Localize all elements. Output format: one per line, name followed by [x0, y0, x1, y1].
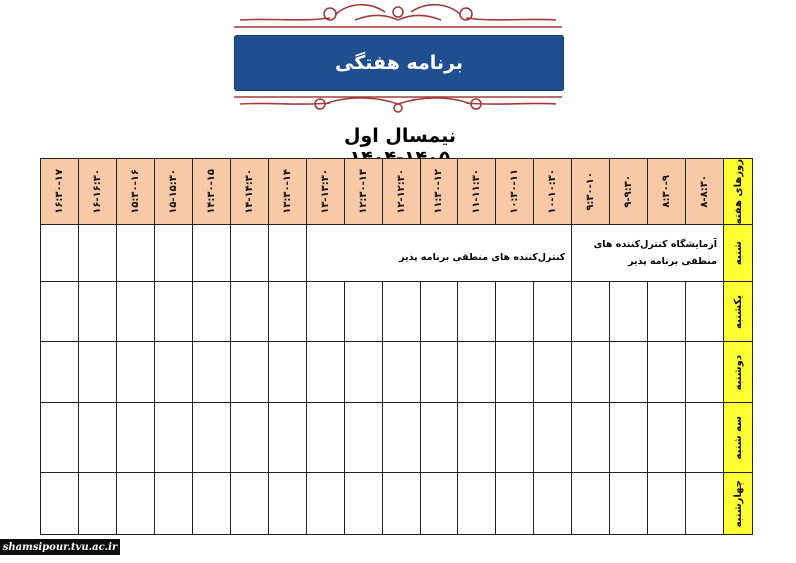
empty-slot-cell[interactable] [268, 403, 306, 473]
weekly-schedule-table [40, 158, 753, 535]
empty-slot-cell[interactable] [534, 473, 572, 535]
empty-slot-cell[interactable] [306, 473, 344, 535]
empty-slot-cell[interactable] [610, 282, 648, 342]
time-slot-label: ۱۶:۳۰-۱۷ [54, 169, 66, 215]
empty-slot-cell[interactable] [117, 473, 155, 535]
empty-slot-cell[interactable] [117, 403, 155, 473]
empty-slot-cell[interactable] [648, 342, 686, 403]
empty-slot-cell[interactable] [382, 282, 420, 342]
empty-slot-cell[interactable] [230, 403, 268, 473]
page-title: برنامه هفتگی [335, 52, 463, 74]
empty-slot-cell[interactable] [306, 342, 344, 403]
title-banner [234, 35, 564, 91]
empty-slot-cell[interactable] [268, 342, 306, 403]
day-label-cell [724, 282, 753, 342]
empty-slot-cell[interactable] [458, 282, 496, 342]
empty-slot-cell[interactable] [534, 342, 572, 403]
empty-slot-cell[interactable] [41, 473, 79, 535]
empty-slot-cell[interactable] [610, 403, 648, 473]
time-slot-header [192, 159, 230, 225]
empty-slot-cell[interactable] [344, 473, 382, 535]
empty-slot-cell[interactable] [306, 403, 344, 473]
watermark-text: shamsipour.tvu.ac.ir [2, 541, 118, 553]
empty-slot-cell[interactable] [154, 403, 192, 473]
day-label-cell [724, 403, 753, 473]
time-slot-header [420, 159, 458, 225]
course-cell[interactable] [306, 225, 572, 282]
empty-slot-cell[interactable] [648, 403, 686, 473]
time-slot-header [268, 159, 306, 225]
time-slot-header [686, 159, 724, 225]
empty-slot-cell[interactable] [382, 473, 420, 535]
empty-slot-cell[interactable] [41, 403, 79, 473]
empty-slot-cell[interactable] [79, 403, 117, 473]
empty-slot-cell[interactable] [268, 473, 306, 535]
time-slot-header [154, 159, 192, 225]
days-column-header [724, 159, 753, 225]
empty-slot-cell[interactable] [154, 282, 192, 342]
empty-slot-cell[interactable] [686, 403, 724, 473]
time-slot-label: ۱۶-۱۶:۳۰ [92, 169, 104, 215]
course-title: کنترل‌کننده های منطقی برنامه پذیر [399, 251, 566, 263]
empty-slot-cell[interactable] [686, 342, 724, 403]
empty-slot-cell[interactable] [420, 282, 458, 342]
course-cell[interactable] [572, 225, 724, 282]
empty-slot-cell[interactable] [154, 342, 192, 403]
empty-slot-cell[interactable] [686, 473, 724, 535]
empty-slot-cell[interactable] [192, 282, 230, 342]
empty-slot-cell[interactable] [192, 225, 230, 282]
empty-slot-cell[interactable] [79, 282, 117, 342]
time-slot-header [230, 159, 268, 225]
time-slot-label: ۱۳-۱۳:۳۰ [319, 169, 331, 215]
day-row [41, 225, 753, 282]
time-slot-header [648, 159, 686, 225]
time-slot-label: ۹:۳۰-۱۰ [585, 172, 597, 211]
empty-slot-cell[interactable] [420, 342, 458, 403]
empty-slot-cell[interactable] [496, 342, 534, 403]
empty-slot-cell[interactable] [686, 282, 724, 342]
empty-slot-cell[interactable] [648, 282, 686, 342]
time-slot-header [496, 159, 534, 225]
course-title: آزمایشگاه کنترل‌کننده های منطقی برنامه پذیر [593, 239, 717, 268]
empty-slot-cell[interactable] [382, 403, 420, 473]
empty-slot-cell[interactable] [268, 225, 306, 282]
time-slot-header [306, 159, 344, 225]
day-row [41, 282, 753, 342]
time-slot-label: ۱۱:۳۰-۱۲ [433, 169, 445, 215]
day-row [41, 403, 753, 473]
empty-slot-cell[interactable] [496, 473, 534, 535]
empty-slot-cell[interactable] [154, 473, 192, 535]
empty-slot-cell[interactable] [79, 342, 117, 403]
time-slot-label: ۱۰-۱۰:۳۰ [547, 169, 559, 215]
days-column-label: روزهای هفته [732, 159, 744, 225]
time-slot-label: ۱۱-۱۱:۳۰ [471, 169, 483, 215]
day-label: یکشنبه [732, 294, 744, 329]
time-slot-label: ۱۲-۱۲:۳۰ [395, 169, 407, 215]
empty-slot-cell[interactable] [572, 473, 610, 535]
empty-slot-cell[interactable] [192, 473, 230, 535]
empty-slot-cell[interactable] [344, 403, 382, 473]
time-slot-label: ۱۰:۳۰-۱۱ [509, 169, 521, 215]
day-label-cell [724, 473, 753, 535]
time-slot-label: ۱۴:۳۰-۱۵ [205, 169, 217, 215]
empty-slot-cell[interactable] [382, 342, 420, 403]
time-slot-header [610, 159, 648, 225]
empty-slot-cell[interactable] [648, 473, 686, 535]
empty-slot-cell[interactable] [458, 473, 496, 535]
empty-slot-cell[interactable] [117, 225, 155, 282]
time-header-row [41, 159, 753, 225]
day-label: چهارشنبه [732, 480, 744, 528]
time-slot-header [41, 159, 79, 225]
time-slot-header [344, 159, 382, 225]
empty-slot-cell[interactable] [79, 225, 117, 282]
day-label: سه شنبه [732, 416, 744, 460]
empty-slot-cell[interactable] [306, 282, 344, 342]
empty-slot-cell[interactable] [230, 225, 268, 282]
day-label: شنبه [732, 241, 744, 266]
empty-slot-cell[interactable] [41, 282, 79, 342]
empty-slot-cell[interactable] [344, 282, 382, 342]
empty-slot-cell[interactable] [610, 342, 648, 403]
time-slot-header [458, 159, 496, 225]
empty-slot-cell[interactable] [420, 403, 458, 473]
empty-slot-cell[interactable] [154, 225, 192, 282]
empty-slot-cell[interactable] [230, 342, 268, 403]
empty-slot-cell[interactable] [41, 342, 79, 403]
time-slot-header [534, 159, 572, 225]
time-slot-header [79, 159, 117, 225]
empty-slot-cell[interactable] [344, 342, 382, 403]
time-slot-header [117, 159, 155, 225]
time-slot-header [382, 159, 420, 225]
empty-slot-cell[interactable] [117, 342, 155, 403]
empty-slot-cell[interactable] [41, 225, 79, 282]
empty-slot-cell[interactable] [79, 473, 117, 535]
empty-slot-cell[interactable] [230, 282, 268, 342]
empty-slot-cell[interactable] [117, 282, 155, 342]
empty-slot-cell[interactable] [572, 342, 610, 403]
site-watermark [0, 539, 120, 555]
empty-slot-cell[interactable] [610, 473, 648, 535]
empty-slot-cell[interactable] [496, 282, 534, 342]
empty-slot-cell[interactable] [458, 342, 496, 403]
empty-slot-cell[interactable] [192, 342, 230, 403]
semester-subtitle: نیمسال اول [343, 125, 456, 147]
empty-slot-cell[interactable] [420, 473, 458, 535]
time-slot-header [572, 159, 610, 225]
time-slot-label: ۱۵-۱۵:۳۰ [167, 169, 179, 215]
empty-slot-cell[interactable] [496, 403, 534, 473]
empty-slot-cell[interactable] [572, 282, 610, 342]
empty-slot-cell[interactable] [192, 403, 230, 473]
empty-slot-cell[interactable] [268, 282, 306, 342]
empty-slot-cell[interactable] [572, 403, 610, 473]
day-row [41, 473, 753, 535]
empty-slot-cell[interactable] [230, 473, 268, 535]
day-label: دوشنبه [732, 354, 744, 391]
day-label-cell [724, 225, 753, 282]
day-row [41, 342, 753, 403]
time-slot-label: ۸-۸:۳۰ [699, 175, 711, 208]
time-slot-label: ۱۵:۳۰-۱۶ [129, 169, 141, 215]
empty-slot-cell[interactable] [534, 282, 572, 342]
time-slot-label: ۱۴-۱۴:۳۰ [243, 169, 255, 215]
time-slot-label: ۱۳:۳۰-۱۴ [281, 169, 293, 215]
empty-slot-cell[interactable] [458, 403, 496, 473]
day-label-cell [724, 342, 753, 403]
time-slot-label: ۱۲:۳۰-۱۳ [357, 169, 369, 215]
time-slot-label: ۸:۳۰-۹ [661, 175, 673, 208]
empty-slot-cell[interactable] [534, 403, 572, 473]
time-slot-label: ۹-۹:۳۰ [623, 175, 635, 208]
